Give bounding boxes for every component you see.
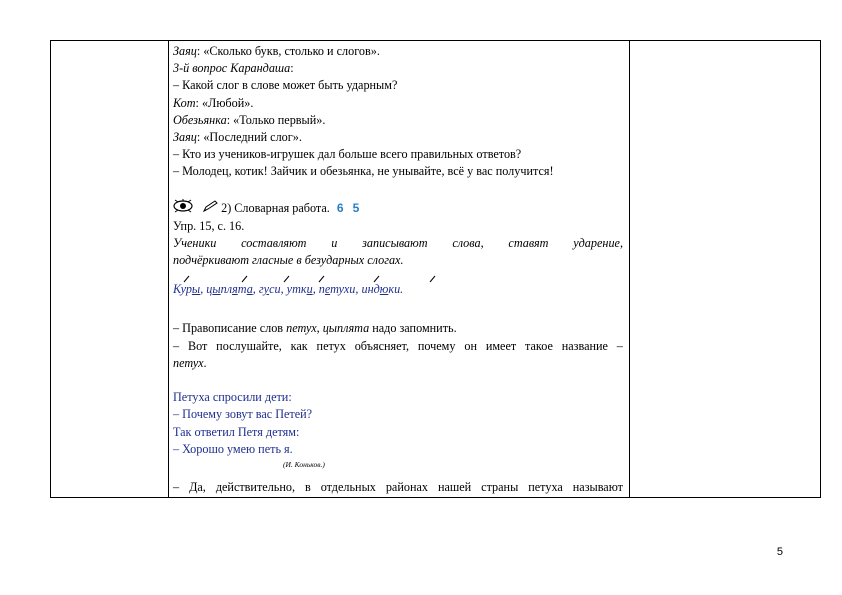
column-divider-2 xyxy=(629,41,630,497)
stress-mark xyxy=(429,275,436,283)
score-number: 6 xyxy=(336,200,344,215)
word: называют xyxy=(572,479,623,494)
poem-line: Петуха спросили дети: xyxy=(173,390,292,405)
column-divider-1 xyxy=(168,41,169,497)
word: Вот xyxy=(187,338,208,353)
word: название xyxy=(561,338,608,353)
word: как xyxy=(290,338,308,353)
word: объясняет, xyxy=(354,338,409,353)
score-number: 5 xyxy=(352,200,360,215)
question-line: – Какой слог в слове может быть ударным? xyxy=(173,78,398,93)
word: составляют xyxy=(241,235,307,250)
word: Ученики xyxy=(173,235,217,250)
word: отдельных xyxy=(320,479,376,494)
poem-line: – Хорошо умею петь я. xyxy=(173,441,293,456)
word: действительно, xyxy=(215,479,295,494)
dialog-line: Кот: «Любой». xyxy=(173,95,254,110)
dialog-line: Обезьянка: «Только первый». xyxy=(173,112,326,127)
memo-line xyxy=(173,338,623,355)
vocab-label: 2) Словарная работа. xyxy=(221,200,330,215)
word: и xyxy=(331,235,338,250)
word: – xyxy=(173,338,180,353)
pencil-icon xyxy=(202,199,218,219)
memo-line: петух. xyxy=(173,355,207,370)
word: послушайте, xyxy=(216,338,282,353)
word: ставят xyxy=(508,235,549,250)
word: страны xyxy=(481,479,519,494)
word: районах xyxy=(385,479,428,494)
exercise-ref: Упр. 15, с. 16. xyxy=(173,218,245,233)
poem-line: – Почему зовут вас Петей? xyxy=(173,407,313,422)
dialog-line: Заяц: «Сколько букв, столько и слогов». xyxy=(173,44,380,58)
dialog-line: Заяц: «Последний слог». xyxy=(173,129,302,144)
word: петуха xyxy=(528,479,563,494)
vocab-heading xyxy=(173,198,623,218)
word: почему xyxy=(417,338,456,353)
question-line: – Кто из учеников-игрушек дал больше всего правильных ответов? xyxy=(173,147,522,162)
word: ударение, xyxy=(573,235,623,250)
instruction-line: подчёркивают гласные в безударных слогах. xyxy=(173,253,404,268)
eye-icon xyxy=(173,199,193,219)
word: петух xyxy=(316,338,346,353)
word: он xyxy=(464,338,477,353)
word: – xyxy=(173,479,180,494)
instruction-line xyxy=(173,235,623,252)
word: в xyxy=(304,479,311,494)
vocabulary-words xyxy=(173,271,623,303)
memo-line: – Правописание слов петух, цыплята надо запомнить. xyxy=(173,321,457,336)
word: слова, xyxy=(452,235,484,250)
word-list: Куры, цыплята, гуси, утки, петухи, индюки. xyxy=(173,282,404,297)
word: – xyxy=(616,338,623,353)
word: нашей xyxy=(437,479,472,494)
praise-line: – Молодец, котик! Зайчик и обезьянка, не унывайте, всё у вас получится! xyxy=(173,164,554,179)
word: такое xyxy=(525,338,553,353)
last-line xyxy=(173,479,623,496)
page-number: 5 xyxy=(776,546,783,558)
poem-line: Так ответил Петя детям: xyxy=(173,424,300,439)
word: имеет xyxy=(485,338,517,353)
word: Да, xyxy=(189,479,206,494)
word: записывают xyxy=(362,235,428,250)
question-heading: 3-й вопрос Карандаша: xyxy=(173,61,294,76)
poem-author: (И. Коньков.) xyxy=(283,459,325,469)
lesson-content xyxy=(173,43,623,496)
